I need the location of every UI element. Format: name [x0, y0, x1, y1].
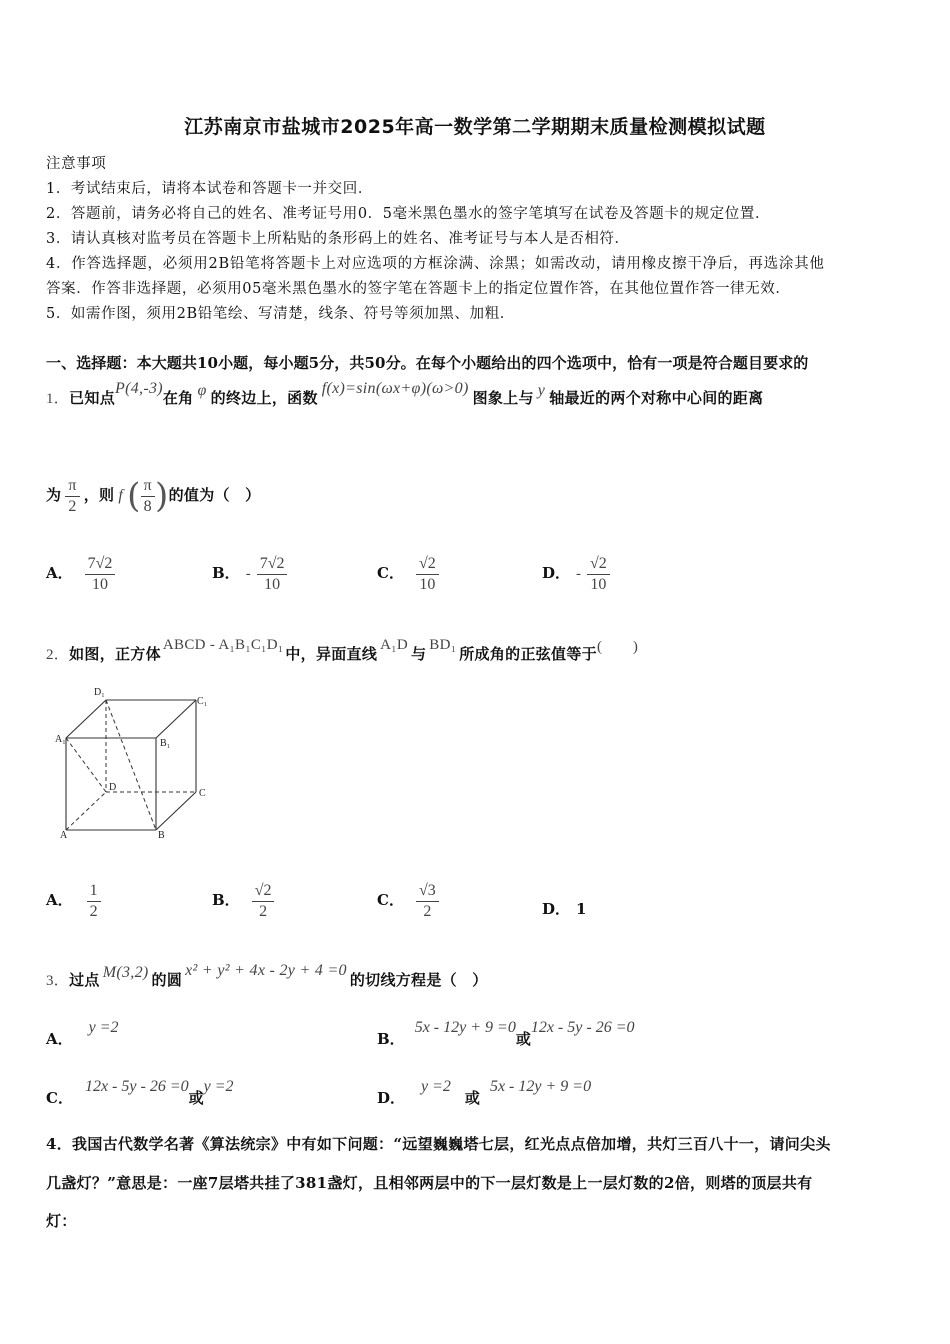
q2-option-c[interactable]: C． $\frac{√3}{2}$: [377, 875, 439, 925]
q2-option-b[interactable]: B． $\frac{√2}{2}$: [212, 875, 274, 925]
note-item: 答案．作答非选择题，必须用05毫米黑色墨水的签字笔在答题卡上的指定位置作答，在其他位置作答一律无效．: [46, 281, 791, 297]
label-d: D: [109, 782, 117, 793]
note-item: 1．考试结束后，请将本试卷和答题卡一并交回．: [46, 181, 373, 197]
q3-option-d[interactable]: D．y =2或5x - 12y + 9 =0: [377, 1078, 592, 1107]
q3-option-a[interactable]: A．y =2: [46, 1019, 119, 1048]
notes-heading: 注意事项: [46, 156, 107, 172]
note-item: 5．如需作图，须用2B铅笔绘、写清楚，线条、符号等须加黑、加粗．: [46, 306, 515, 322]
q2-option-d[interactable]: D． 1: [542, 900, 587, 918]
q1-option-c[interactable]: C． $\frac{√2}{10}$: [377, 548, 439, 598]
question-3-stem: 3．过点 M(3,2) 的圆x² + y² + 4x - 2y + 4 =0的切线方程是（ ）: [46, 962, 488, 989]
q2-option-a[interactable]: A． $\frac{1}{2}$: [46, 875, 101, 925]
label-d1: D₁: [94, 687, 105, 698]
note-item: 2．答题前，请务必将自己的姓名、准考证号用0．5毫米黑色墨水的签字笔填写在试卷及答题卡的规定位置．: [46, 206, 771, 222]
label-b1: B₁: [160, 738, 171, 749]
section-heading: 一、选择题：本大题共10小题，每小题5分，共50分。在每个小题给出的四个选项中，恰有一项是符合题目要求的: [46, 354, 809, 372]
label-a1: A₁: [55, 734, 66, 745]
question-4-line-3: 灯：: [46, 1212, 77, 1230]
label-c: C: [199, 788, 206, 799]
q1-option-b[interactable]: B． - $\frac{7√2}{10}$: [212, 548, 287, 599]
label-b: B: [158, 830, 165, 841]
q1-option-d[interactable]: D． - $\frac{√2}{10}$: [542, 548, 610, 599]
question-2-stem: 2．如图，正方体 ABCD - A₁B₁C₁D₁ 中，异面直线 A₁D 与 BD₁ 所成角的正弦值等于( ): [46, 637, 639, 663]
page-title: 江苏南京市盐城市2025年高一数学第二学期期末质量检测模拟试题: [184, 116, 766, 138]
question-1-line-2: 为 $\frac{\pi}{2}$ ，则 f ( $\frac{\pi}{8}$ )的值为（ ）: [46, 476, 261, 516]
label-a: A: [60, 830, 68, 841]
label-c1: C₁: [197, 696, 208, 707]
question-4-line-2: 几盏灯？”意思是：一座7层塔共挂了381盏灯，且相邻两层中的下一层灯数是上一层灯数的2倍，则塔的顶层共有: [46, 1174, 813, 1192]
q1-option-a[interactable]: A． $\frac{7√2}{10}$: [46, 548, 115, 598]
q3-option-b[interactable]: B．5x - 12y + 9 =0或12x - 5y - 26 =0: [377, 1019, 635, 1048]
note-item: 4．作答选择题，必须用2B铅笔将答题卡上对应选项的方框涂满、涂黑；如需改动，请用橡皮擦干净后，再选涂其他: [46, 256, 825, 272]
cube-figure: [50, 680, 220, 845]
question-4-line-1: 4．我国古代数学名著《算法统宗》中有如下问题：“远望巍巍塔七层，红光点点倍加增，共灯三百八十一，请问尖头: [46, 1135, 831, 1153]
note-item: 3．请认真核对监考员在答题卡上所粘贴的条形码上的姓名、准考证号与本人是否相符．: [46, 231, 630, 247]
question-1-line-1: 1．已知点P(4,-3)在角 φ 的终边上，函数f(x)=sin(ωx+φ)(ω>0)图象上与 y 轴最近的两个对称中心间的距离: [46, 380, 764, 407]
q3-option-c[interactable]: C．12x - 5y - 26 =0或y =2: [46, 1078, 234, 1107]
